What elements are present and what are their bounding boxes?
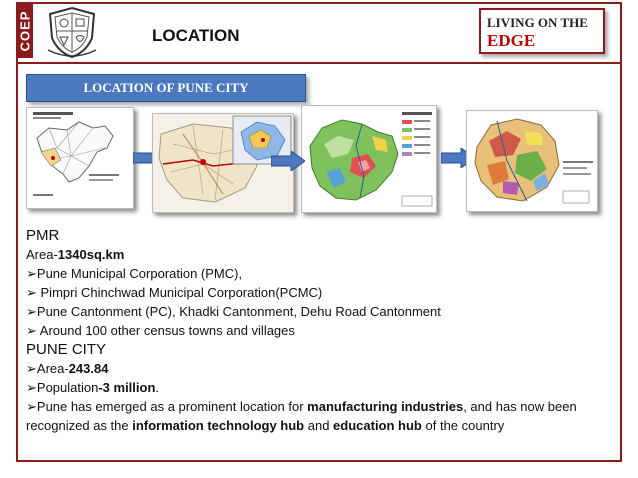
- city-population-value: -3 million: [98, 380, 156, 395]
- city-population: [26, 378, 606, 397]
- city-description-part2: , and has now been recognized as the: [26, 399, 577, 433]
- pmr-item-pcmc: ➢ Pimpri Chinchwad Municipal Corporation(PCMC): [26, 285, 323, 300]
- city-area-label: ➢Area-: [26, 361, 69, 376]
- pmr-heading: PMR: [26, 227, 60, 244]
- section-title: LOCATION OF PUNE CITY: [83, 80, 249, 95]
- arrow-right-icon: [271, 151, 305, 171]
- tagline-line1: LIVING ON THE: [487, 15, 588, 30]
- pmr-area-label: Area-: [26, 247, 58, 262]
- india-state-map: [26, 107, 134, 209]
- city-area: [26, 359, 606, 378]
- pmr-item-cantonments: ➢Pune Cantonment (PC), Khadki Cantonment, Dehu Road Cantonment: [26, 304, 441, 319]
- pune-metropolitan-region-map-icon: [302, 106, 436, 212]
- page-title: LOCATION: [152, 26, 240, 45]
- pmr-area: [26, 245, 606, 264]
- pmr-item-pmc: ➢Pune Municipal Corporation (PMC),: [26, 266, 243, 281]
- city-population-label: ➢Population: [26, 380, 99, 395]
- body-text: [26, 226, 606, 435]
- pune-city-landuse-map-icon: [467, 111, 597, 211]
- section-header: [26, 74, 306, 102]
- city-description-bold3: education hub: [333, 418, 422, 433]
- city-area-value: 243.84: [68, 361, 109, 376]
- tagline-box: [479, 8, 605, 54]
- pmr-item-census-towns: ➢ Around 100 other census towns and villages: [26, 323, 295, 338]
- coep-badge: [17, 4, 33, 58]
- city-description-part3: and: [304, 418, 334, 433]
- pune-metropolitan-region-map: [301, 105, 437, 213]
- coep-badge-label: COEP: [17, 10, 33, 52]
- city-description-bold2: information technology hub: [132, 418, 305, 433]
- pmr-area-value: 1340sq.km: [57, 247, 125, 262]
- india-state-map-icon: [27, 108, 133, 208]
- city-description: [26, 397, 606, 435]
- city-description-part4: of the country: [421, 418, 505, 433]
- pune-city-landuse-map: [466, 110, 598, 212]
- city-description-bold1: manufacturing industries: [307, 399, 464, 414]
- city-description-part1: ➢Pune has emerged as a prominent location for: [26, 399, 308, 414]
- city-population-end: .: [155, 380, 160, 395]
- city-heading: PUNE CITY: [26, 341, 107, 358]
- tagline-line2: EDGE: [487, 31, 536, 50]
- coep-crest-logo-icon: [42, 4, 102, 60]
